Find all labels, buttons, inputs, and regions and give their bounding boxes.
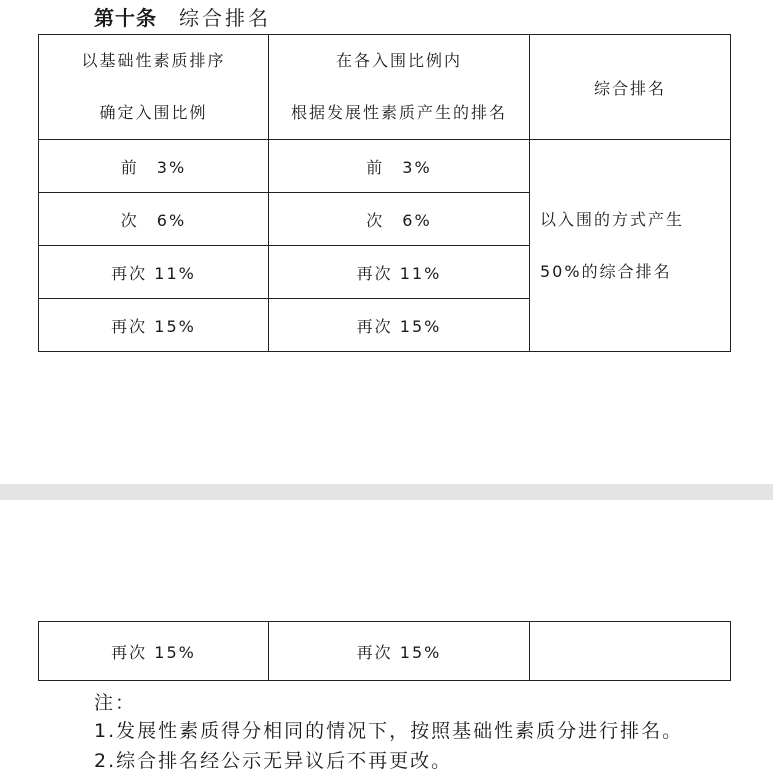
article-title: 综合排名 — [179, 6, 271, 30]
header-cell-development-ranking — [269, 35, 530, 140]
header-cell-line: 以基础性素质排序 — [81, 51, 226, 70]
header-cell-line: 确定入围比例 — [99, 103, 208, 122]
header-cell-line: 根据发展性素质产生的排名 — [290, 103, 507, 122]
table-row — [39, 622, 731, 681]
merged-cell-line: 以入围的方式产生 — [540, 209, 685, 229]
notes-section — [94, 690, 683, 776]
ranking-table — [38, 34, 731, 352]
table-cell: 再次 15% — [39, 622, 269, 681]
table-cell: 前 3% — [269, 140, 530, 193]
merged-overall-cell — [530, 140, 731, 352]
table-cell: 再次 11% — [39, 246, 269, 299]
table-cell: 再次 15% — [269, 299, 530, 352]
table-cell: 再次 15% — [39, 299, 269, 352]
note-item: 2.综合排名经公示无异议后不再更改。 — [94, 750, 453, 772]
article-heading — [94, 6, 271, 30]
table-row — [39, 140, 731, 193]
page-break-gap — [0, 484, 773, 500]
table-cell: 次 6% — [269, 193, 530, 246]
table-cell — [530, 622, 731, 681]
continued-table — [38, 621, 731, 681]
merged-cell-line: 50%的综合排名 — [540, 261, 672, 281]
table-cell: 再次 11% — [269, 246, 530, 299]
table-cell: 次 6% — [39, 193, 269, 246]
notes-heading: 注： — [94, 692, 137, 714]
article-number: 第十条 — [94, 6, 157, 30]
note-item: 1.发展性素质得分相同的情况下，按照基础性素质分进行排名。 — [94, 720, 684, 742]
table-cell: 再次 15% — [269, 622, 530, 681]
table-cell: 前 3% — [39, 140, 269, 193]
header-cell-line: 在各入围比例内 — [335, 51, 462, 70]
header-cell-overall-ranking: 综合排名 — [530, 35, 731, 140]
header-cell-basic-ranking — [39, 35, 269, 140]
table-header-row — [39, 35, 731, 140]
